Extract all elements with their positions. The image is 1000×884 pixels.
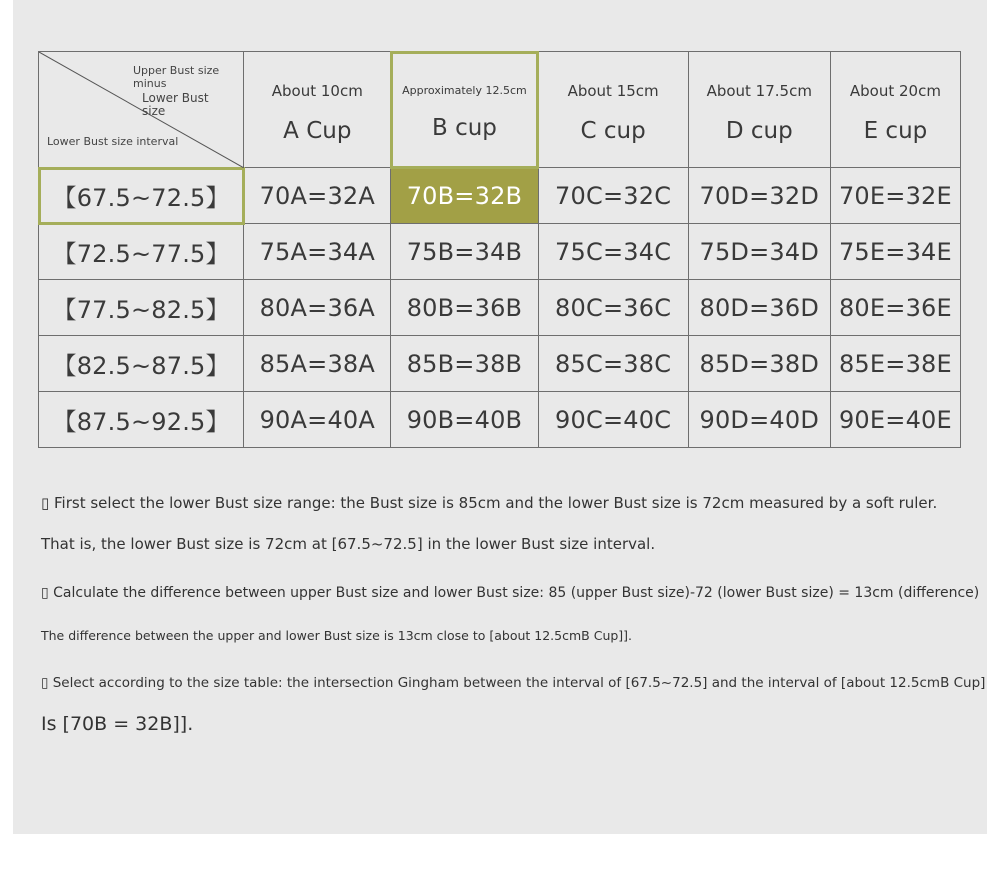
- size-cell: 75B=34B: [391, 224, 538, 280]
- corner-lower-bust-label: Lower Bust size: [142, 91, 209, 118]
- size-cell: 90C=40C: [538, 392, 688, 448]
- header-cup: B cup: [431, 115, 497, 141]
- header-about: Approximately 12.5cm: [402, 84, 527, 97]
- size-cell: 90E=40E: [830, 392, 960, 448]
- size-cell: 70D=32D: [688, 168, 830, 224]
- size-cell: 75D=34D: [688, 224, 830, 280]
- size-cell-selected: 70B=32B: [391, 168, 538, 224]
- header-about: About 10cm: [271, 81, 363, 100]
- header-cup: E cup: [863, 117, 928, 144]
- size-cell: 70E=32E: [830, 168, 960, 224]
- interval-cell-highlighted: 【67.5~72.5】: [39, 168, 244, 224]
- size-cell: 80C=36C: [538, 280, 688, 336]
- interval-cell: 【82.5~87.5】: [39, 336, 244, 392]
- header-cup: A Cup: [283, 117, 352, 144]
- header-cup: C cup: [580, 117, 646, 144]
- instruction-step-2: ▯ Calculate the difference between upper Bust size and lower Bust size: 85 (upper Bust size)-72 (lower Bust size) = 13cm (difference): [41, 585, 980, 601]
- table-row: [39, 336, 961, 392]
- header-b-highlighted: [391, 52, 538, 168]
- instruction-step-3: ▯ Select according to the size table: the intersection Gingham between the interval of [67.5~72.5] and the interval of [about 12.5cmB Cup]: [41, 675, 986, 691]
- instruction-result: Is [70B = 32B]].: [41, 713, 194, 735]
- instruction-step-1-detail: That is, the lower Bust size is 72cm at [67.5~72.5] in the lower Bust size interval.: [41, 535, 656, 553]
- size-cell: 90B=40B: [391, 392, 538, 448]
- header-cup: D cup: [725, 117, 793, 144]
- corner-cell: [39, 52, 244, 168]
- size-cell: 85A=38A: [244, 336, 391, 392]
- interval-cell: 【87.5~92.5】: [39, 392, 244, 448]
- instruction-step-1: ▯ First select the lower Bust size range: the Bust size is 85cm and the lower Bust size is 72cm measured by a soft ruler.: [41, 494, 938, 512]
- size-cell: 80B=36B: [391, 280, 538, 336]
- header-about: About 20cm: [849, 81, 941, 100]
- table-row: [39, 168, 961, 224]
- header-e: [830, 52, 960, 168]
- corner-upper-label: Upper Bust size minus: [133, 64, 220, 90]
- size-cell: 70A=32A: [244, 168, 391, 224]
- size-cell: 85B=38B: [391, 336, 538, 392]
- size-cell: 75C=34C: [538, 224, 688, 280]
- instruction-step-2-detail: The difference between the upper and lower Bust size is 13cm close to [about 12.5cmB Cup]].: [41, 628, 633, 643]
- header-c: [538, 52, 688, 168]
- size-cell: 90A=40A: [244, 392, 391, 448]
- size-cell: 70C=32C: [538, 168, 688, 224]
- size-cell: 85C=38C: [538, 336, 688, 392]
- size-cell: 85D=38D: [688, 336, 830, 392]
- size-cell: 80D=36D: [688, 280, 830, 336]
- size-cell: 90D=40D: [688, 392, 830, 448]
- interval-cell: 【72.5~77.5】: [39, 224, 244, 280]
- size-cell: 80A=36A: [244, 280, 391, 336]
- interval-cell: 【77.5~82.5】: [39, 280, 244, 336]
- size-cell: 75E=34E: [830, 224, 960, 280]
- bra-size-table: [38, 51, 961, 448]
- size-cell: 75A=34A: [244, 224, 391, 280]
- table-row: [39, 392, 961, 448]
- table-row: [39, 224, 961, 280]
- header-a: [244, 52, 391, 168]
- corner-interval-label: Lower Bust size interval: [47, 135, 179, 148]
- header-d: [688, 52, 830, 168]
- header-about: About 15cm: [567, 81, 659, 100]
- size-cell: 80E=36E: [830, 280, 960, 336]
- size-cell: 85E=38E: [830, 336, 960, 392]
- header-row: [39, 52, 961, 168]
- table-row: [39, 280, 961, 336]
- header-about: About 17.5cm: [706, 81, 812, 100]
